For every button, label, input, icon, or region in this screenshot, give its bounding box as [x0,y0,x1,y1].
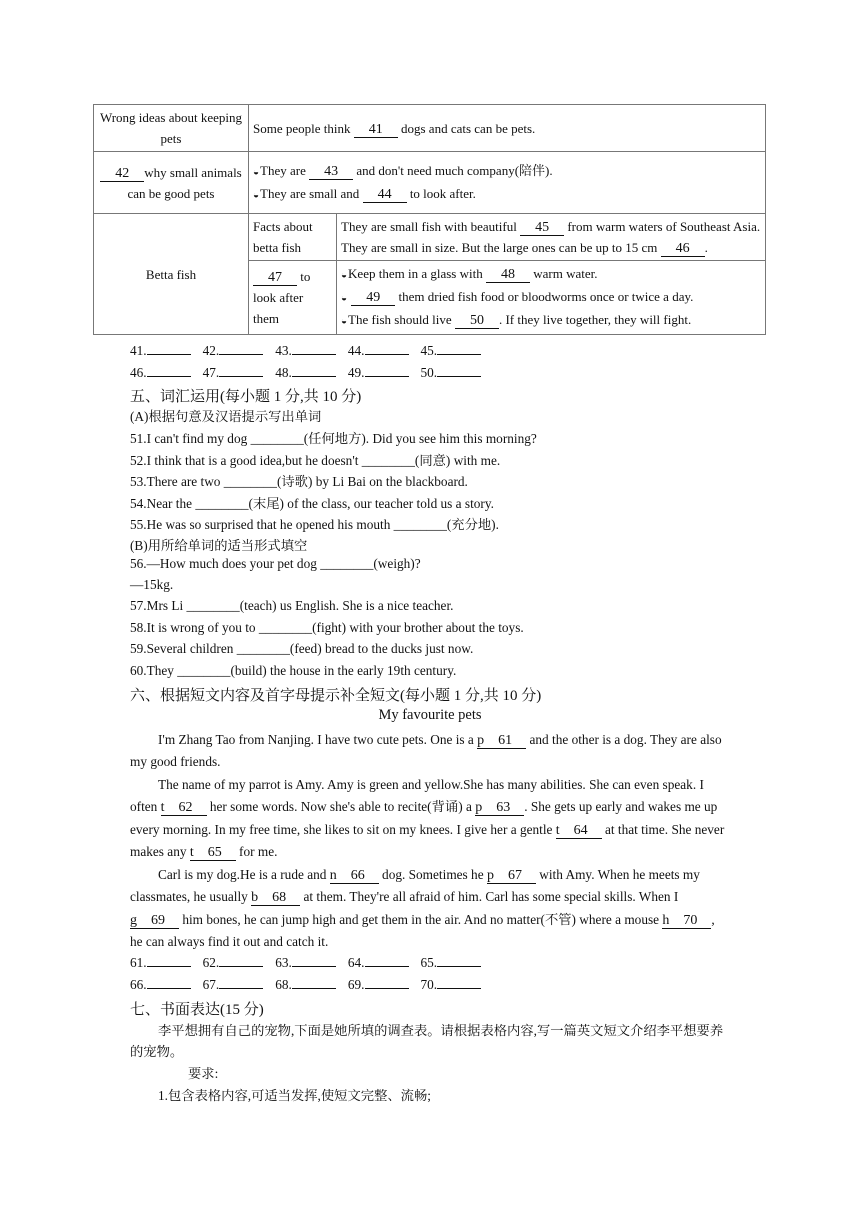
table-cell-sublabel: Facts about betta fish [249,214,337,261]
question-54: 54.Near the ________(末尾) of the class, our teacher told us a story. [130,496,494,511]
answer-blank[interactable] [437,955,481,967]
answer-blank[interactable] [147,955,191,967]
cell-text: The fish should live [348,312,452,327]
blank-62[interactable]: t 62 [160,800,207,816]
cell-text: and don't need much company(陪伴). [356,162,553,178]
answer-label: 64. [347,955,365,970]
answer-label: 66. [130,977,147,992]
blank-69[interactable]: g 69 [130,912,179,928]
table-row [94,214,766,261]
passage-text: dog. Sometimes he [378,867,487,882]
passage-text: her some words. Now she's able to recite(背诵) a [206,799,476,815]
blank-47[interactable]: 47 [253,270,297,286]
cell-text: to look after. [409,185,476,201]
passage-paragraph [130,774,730,863]
answer-row [130,977,493,993]
table-cell [249,105,766,152]
answer-blank[interactable] [219,343,263,355]
blank-45[interactable]: 45 [520,220,564,236]
passage-text: The name of my parrot is Amy. Amy is green and yellow.She has many abilities. She can even speak. I often [130,777,704,815]
answer-blank[interactable] [219,955,263,967]
passage-text: and the other is a dog. They are also my good friends. [130,732,722,770]
subsection-heading: (A)根据句意及汉语提示写出单词 [130,409,322,424]
section-heading: 六、根据短文内容及首字母提示补全短文(每小题 1 分,共 10 分) [130,688,542,704]
cell-text: warm water. [533,266,598,281]
answer-blank[interactable] [292,955,336,967]
answer-label: 46. [130,365,147,380]
cell-text: Keep them in a glass with [348,266,483,281]
table-cell [249,152,766,214]
passage-text: I'm Zhang Tao from Nanjing. I have two cute pets. One is a [158,732,478,747]
question-55: 55.He was so surprised that he opened his mouth ________(充分地). [130,517,499,532]
cell-text: why small animals can be good pets [127,164,242,201]
blank-43[interactable]: 43 [309,164,353,180]
question-59: 59.Several children ________(feed) bread to the ducks just now. [130,641,474,656]
answer-label: 47. [202,365,220,380]
requirement-1: 1.包含表格内容,可适当发挥,使短文完整、流畅; [158,1088,431,1103]
bullet-icon: ◒ [341,316,348,327]
answer-blank[interactable] [219,365,263,377]
passage-text: . She gets up early and wakes me up every morning. In my free time, she likes to sit on my knees. I give her a gentle [130,799,718,837]
blank-64[interactable]: t 64 [555,822,602,838]
section-heading: 七、书面表达(15 分) [130,1002,264,1018]
answer-row [130,365,493,381]
answer-blank[interactable] [219,977,263,989]
question-56: 56.—How much does your pet dog ________(weigh)? [130,556,421,571]
answer-label: 50. [420,365,438,380]
blank-48[interactable]: 48 [486,267,530,283]
answer-blank[interactable] [292,343,336,355]
cell-text: They are small and [260,185,360,201]
blank-50[interactable]: 50 [455,313,499,329]
answer-label: 43. [275,343,292,358]
answer-blank[interactable] [437,977,481,989]
answer-blank[interactable] [292,977,336,989]
question-56-answer: —15kg. [130,577,174,592]
cell-text: They are small in size. But the large ones can be up to 15 cm [341,240,658,255]
answer-label: 69. [347,977,365,992]
passage-text: for me. [235,843,278,859]
table-cell-label [94,152,249,214]
blank-65[interactable]: t 65 [189,844,236,860]
passage-text: with Amy. When he meets my classmates, he usually [130,867,700,905]
passage-title: My favourite pets [378,707,482,723]
requirements-label: 要求: [188,1066,219,1081]
bullet-icon: ◒ [341,270,348,281]
answer-blank[interactable] [292,365,336,377]
answer-blank[interactable] [147,343,191,355]
blank-41[interactable]: 41 [354,122,398,138]
answer-blank[interactable] [147,365,191,377]
cell-text: dogs and cats can be pets. [401,120,536,136]
answer-blank[interactable] [147,977,191,989]
answer-label: 65. [420,955,438,970]
answer-label: 42. [202,343,220,358]
blank-67[interactable]: p 67 [486,868,536,883]
passage-text: at that time. She never makes any [130,821,725,859]
table-row [94,152,766,214]
answer-label: 45. [420,343,438,358]
answer-label: 49. [347,365,365,380]
bullet-icon: ◒ [341,293,348,304]
answer-label: 41. [130,343,147,358]
blank-70[interactable]: h 70 [662,912,712,928]
blank-61[interactable]: p 61 [477,733,527,748]
answer-label: 70. [420,977,438,992]
answer-blank[interactable] [437,343,481,355]
answer-row [130,955,493,971]
question-53: 53.There are two ________(诗歌) by Li Bai on the blackboard. [130,474,468,489]
passage-text: him bones, he can jump high and get them in the air. And no matter(不管) where a mouse [179,911,663,927]
blank-44[interactable]: 44 [363,187,407,203]
blank-46[interactable]: 46 [661,241,705,257]
table-cell-sublabel [249,261,337,335]
bullet-icon: ◒ [253,189,260,201]
blank-68[interactable]: b 68 [251,890,301,906]
cell-text: . [704,240,708,255]
cell-text: them dried fish food or bloodworms once or twice a day. [398,289,694,304]
answer-label: 63. [275,955,292,970]
question-51: 51.I can't find my dog ________(任何地方). Did you see him this morning? [130,431,537,446]
cell-text: Some people think [253,120,351,136]
answer-blank[interactable] [437,365,481,377]
question-52: 52.I think that is a good idea,but he doesn't ________(同意) with me. [130,453,501,468]
blank-49[interactable]: 49 [351,290,395,306]
table-cell [337,261,766,335]
passage-text: , he can always find it out and catch it. [130,911,715,949]
cell-text: They are [260,162,306,178]
table-row [94,105,766,152]
blank-42[interactable]: 42 [100,166,144,182]
blank-66[interactable]: n 66 [329,868,379,883]
table-cell-label: Betta fish [94,214,249,335]
answer-label: 61. [130,955,147,970]
question-60: 60.They ________(build) the house in the early 19th century. [130,663,457,678]
table-cell [337,214,766,261]
answer-label: 67. [202,977,220,992]
writing-instructions [130,1020,730,1062]
passage-paragraph [130,864,730,953]
subsection-heading: (B)用所给单词的适当形式填空 [130,538,308,553]
instruction-text: 李平想拥有自己的宠物,下面是她所填的调查表。请根据表格内容,写一篇英文短文介绍李平想要养的宠物。 [130,1023,724,1059]
answer-blank[interactable] [365,955,409,967]
passage-text: Carl is my dog.He is a rude and [158,867,330,882]
passage-paragraph [130,729,730,774]
section-heading: 五、词汇运用(每小题 1 分,共 10 分) [130,389,362,405]
answer-blank[interactable] [365,365,409,377]
answer-blank[interactable] [365,977,409,989]
bullet-icon: ◒ [253,166,260,178]
blank-63[interactable]: p 63 [475,800,525,816]
reading-table [93,104,766,335]
question-57: 57.Mrs Li ________(teach) us English. She is a nice teacher. [130,598,454,613]
answer-row [130,343,493,359]
table-cell-label: Wrong ideas about keeping pets [94,105,249,152]
cell-text: from warm waters of Southeast Asia. [567,219,761,234]
cell-text: They are small fish with beautiful [341,219,517,234]
answer-label: 68. [275,977,292,992]
answer-label: 62. [202,955,220,970]
passage-text: at them. They're all afraid of him. Carl has some special skills. When I [300,889,679,905]
cell-text: . If they live together, they will fight. [498,312,692,327]
answer-label: 44. [347,343,365,358]
question-58: 58.It is wrong of you to ________(fight) with your brother about the toys. [130,620,524,635]
answer-label: 48. [275,365,292,380]
cell-text: to look after them [253,269,311,326]
answer-blank[interactable] [365,343,409,355]
